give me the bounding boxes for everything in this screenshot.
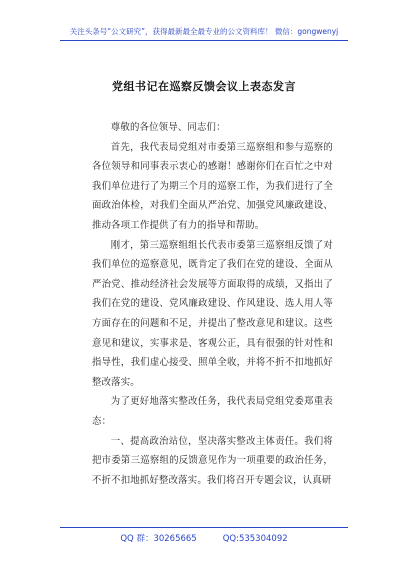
body-paragraph: 一、提高政治站位，坚决落实整改主体责任。我们将把市委第三巡察组的反馈意见作为一项重要的政治任务，不折不扣地抓好整改落实。我们将召开专题会议，认真研 <box>92 435 333 486</box>
header-banner: 关注头条号“公文研究”，获得最新最全最专业的公文资料库！ 微信：gongwenyj <box>69 27 339 36</box>
body-paragraph: 为了更好地落实整改任务，我代表局党组党委郑重表态： <box>92 396 333 427</box>
document-body <box>92 118 333 490</box>
footer-qq: QQ:535304092 <box>222 534 288 544</box>
footer-divider <box>60 527 348 528</box>
body-paragraph: 首先，我代表局党组对市委第三巡察组和参与巡察的各位领导和同事表示衷心的感谢！感谢你们在百忙之中对我们单位进行了为期三个月的巡察工作，为我们进行了全面政治体检，对我们全面从严治党、加强党风廉政建设、推动各项工作提供了有力的指导和帮助。 <box>92 141 333 231</box>
footer-contact <box>0 532 408 544</box>
header-divider <box>60 40 348 41</box>
footer-qq-group: QQ 群：30265665 <box>120 534 197 544</box>
salutation-paragraph: 尊敬的各位领导、同志们： <box>110 122 226 133</box>
document-title: 党组书记在巡察反馈会议上表态发言 <box>112 80 296 93</box>
body-paragraph: 刚才，第三巡察组组长代表市委第三巡察组反馈了对我们单位的巡察意见，既肯定了我们在党的建设、全面从严治党、推动经济社会发展等方面取得的成绩，又指出了我们在党的建设、党风廉政建设、作风建设、选人用人等方面存在的问题和不足，并提出了整改意见和建议。这些意见和建议，实事求是、客观公正，具有很强的针对性和指导性，我们虚心接受、照单全收，并将不折不扣地抓好整改落实。 <box>92 239 333 388</box>
